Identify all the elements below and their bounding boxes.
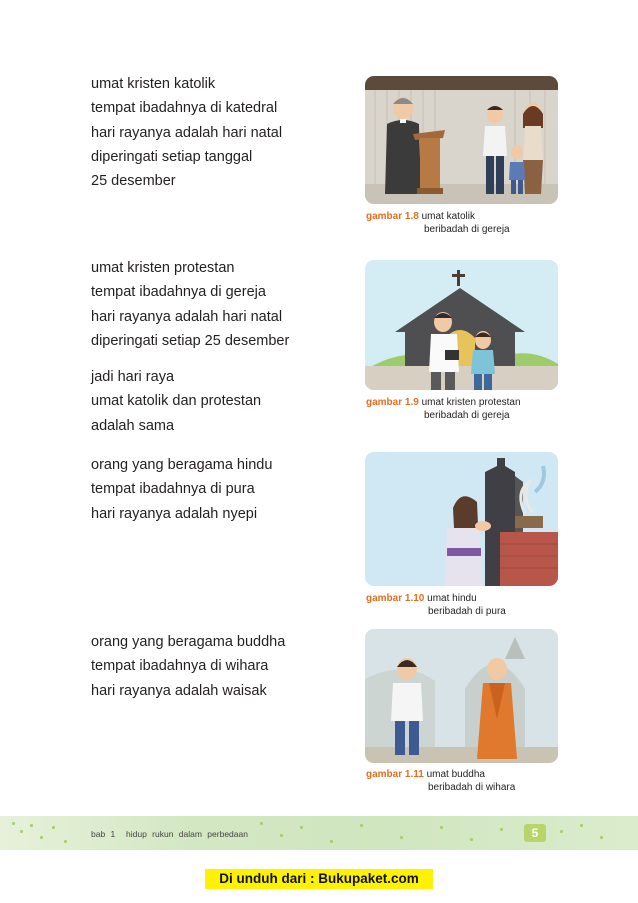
- text-line: tempat ibadahnya di pura: [91, 481, 255, 498]
- text-line: diperingati setiap 25 desember: [91, 332, 290, 349]
- text-block-katolik: [91, 72, 282, 193]
- text-line: hari rayanya adalah hari natal: [91, 308, 283, 325]
- figure-caption-line: beribadah di pura: [428, 606, 506, 617]
- chapter-title: hidup rukun dalam perbedaan: [126, 829, 248, 839]
- text-line: jadi hari raya: [91, 369, 175, 385]
- figure-caption: [366, 592, 506, 618]
- text-block-hindu: [91, 453, 272, 526]
- page-number: 5: [524, 824, 546, 842]
- text-line: orang yang beragama buddha: [91, 634, 286, 650]
- text-line: orang yang beragama hindu: [91, 457, 273, 473]
- figure-buddha-illustration: [365, 629, 558, 763]
- text-line: tempat ibadahnya di gereja: [91, 284, 266, 301]
- figure-caption: [366, 396, 521, 422]
- text-block-buddha: [91, 630, 285, 703]
- text-line: 25 desember: [91, 173, 176, 190]
- figure-caption: [366, 210, 510, 236]
- text-line: hari rayanya adalah hari natal: [91, 124, 283, 141]
- download-source-banner: Di unduh dari : Bukupaket.com: [205, 869, 433, 889]
- figure-caption-line: umat buddha: [426, 769, 485, 780]
- text-line: hari rayanya adalah waisak: [91, 682, 267, 699]
- figure-caption-line: beribadah di gereja: [424, 224, 510, 235]
- figure-caption-line: umat kristen protestan: [421, 397, 521, 408]
- text-line: umat katolik dan protestan: [91, 393, 262, 410]
- figure-number: gambar 1.10: [366, 593, 425, 604]
- text-line: umat kristen katolik: [91, 76, 216, 92]
- text-block-hari-raya: [91, 365, 261, 438]
- figure-caption-line: umat katolik: [421, 211, 475, 222]
- figure-hindu-illustration: [365, 452, 558, 586]
- text-line: tempat ibadahnya di wihara: [91, 658, 269, 675]
- text-line: hari rayanya adalah nyepi: [91, 505, 258, 522]
- footer-chapter-label: [91, 829, 248, 839]
- text-line: adalah sama: [91, 417, 175, 434]
- figure-number: gambar 1.11: [366, 769, 424, 780]
- figure-caption-line: beribadah di gereja: [424, 410, 510, 421]
- figure-protestan-illustration: [365, 260, 558, 390]
- figure-katolik-illustration: [365, 76, 558, 204]
- text-block-protestan: [91, 256, 289, 353]
- text-line: tempat ibadahnya di katedral: [91, 100, 278, 117]
- figure-number: gambar 1.9: [366, 397, 419, 408]
- text-line: diperingati setiap tanggal: [91, 148, 253, 165]
- figure-caption-line: beribadah di wihara: [428, 782, 516, 793]
- figure-caption-line: umat hindu: [427, 593, 477, 604]
- figure-number: gambar 1.8: [366, 211, 419, 222]
- chapter-number: bab 1: [91, 829, 116, 839]
- text-line: umat kristen protestan: [91, 260, 235, 276]
- figure-caption: [366, 768, 515, 794]
